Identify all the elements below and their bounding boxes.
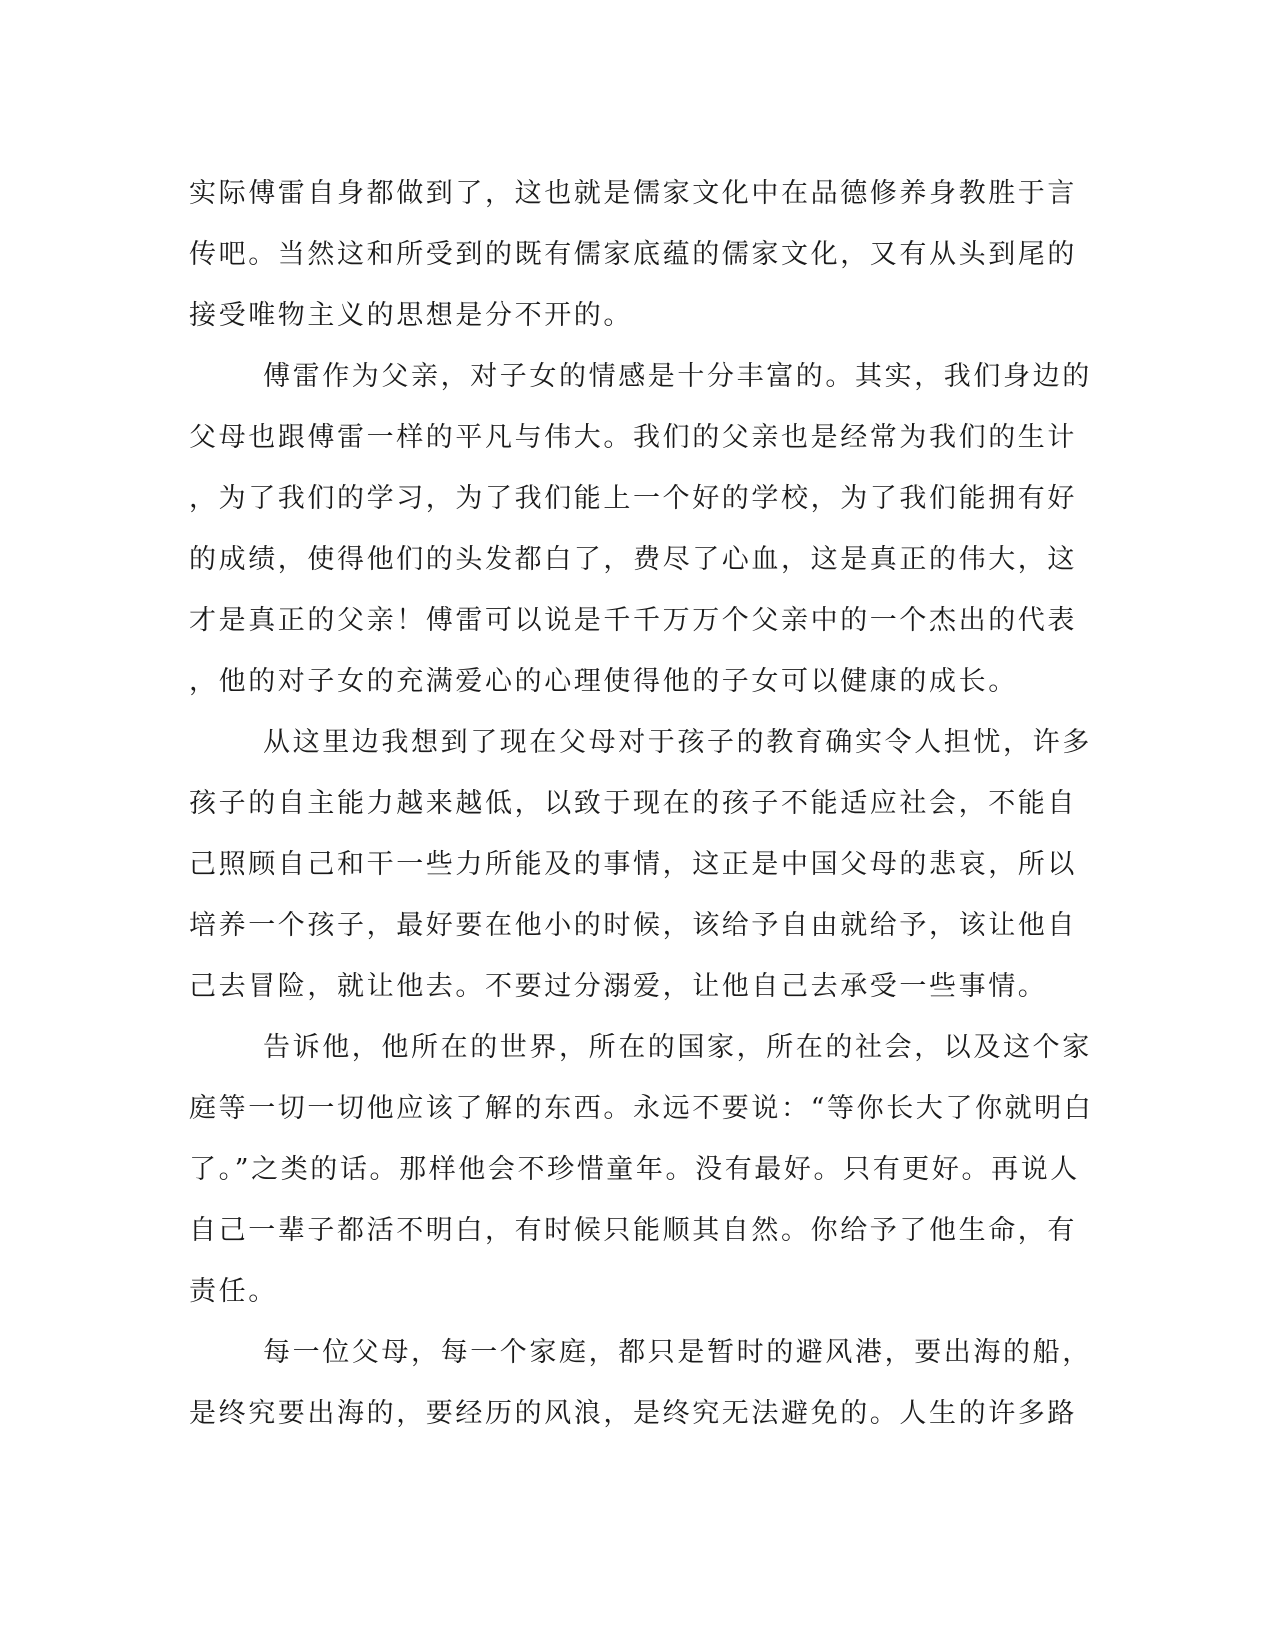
text-line: 责任。: [189, 1276, 278, 1307]
text-line: 实际傅雷自身都做到了，这也就是儒家文化中在品德修养身教胜于言: [189, 178, 1077, 209]
paragraph-3: [189, 712, 1092, 1017]
text-line: 孩子的自主能力越来越低，以致于现在的孩子不能适应社会，不能自: [189, 788, 1077, 819]
text-line: 培养一个孩子，最好要在他小的时候，该给予自由就给予，该让他自: [189, 910, 1077, 941]
text-line: 是终究要出海的，要经历的风浪，是终究无法避免的。人生的许多路: [189, 1398, 1077, 1429]
paragraph-5: [189, 1322, 1092, 1444]
text-line: 了。”之类的话。那样他会不珍惜童年。没有最好。只有更好。再说人: [189, 1154, 1080, 1185]
text-line: 每一位父母，每一个家庭，都只是暂时的避风港，要出海的船，: [263, 1337, 1092, 1368]
text-line: 傅雷作为父亲，对子女的情感是十分丰富的。其实，我们身边的: [263, 361, 1092, 392]
text-line: 父母也跟傅雷一样的平凡与伟大。我们的父亲也是经常为我们的生计: [189, 422, 1077, 453]
text-line: 从这里边我想到了现在父母对于孩子的教育确实令人担忧，许多: [263, 727, 1092, 758]
text-line: ，他的对子女的充满爱心的心理使得他的子女可以健康的成长。: [189, 666, 1018, 697]
text-line: 接受唯物主义的思想是分不开的。: [189, 300, 633, 331]
text-line: 己去冒险，就让他去。不要过分溺爱，让他自己去承受一些事情。: [189, 971, 1048, 1002]
text-line: 己照顾自己和干一些力所能及的事情，这正是中国父母的悲哀，所以: [189, 849, 1077, 880]
text-line: 告诉他，他所在的世界，所在的国家，所在的社会，以及这个家: [263, 1032, 1092, 1063]
text-line: 才是真正的父亲！傅雷可以说是千千万万个父亲中的一个杰出的代表: [189, 605, 1077, 636]
paragraph-1: [189, 163, 1077, 346]
text-line: 的成绩，使得他们的头发都白了，费尽了心血，这是真正的伟大，这: [189, 544, 1077, 575]
text-line: 传吧。当然这和所受到的既有儒家底蕴的儒家文化，又有从头到尾的: [189, 239, 1077, 270]
text-line: 自己一辈子都活不明白，有时候只能顺其自然。你给予了他生命，有: [189, 1215, 1077, 1246]
paragraph-2: [189, 346, 1092, 712]
document-body: [189, 163, 1094, 1444]
text-line: 庭等一切一切他应该了解的东西。永远不要说：“等你长大了你就明白: [189, 1093, 1094, 1124]
text-line: ，为了我们的学习，为了我们能上一个好的学校，为了我们能拥有好: [189, 483, 1077, 514]
paragraph-4: [189, 1017, 1094, 1322]
